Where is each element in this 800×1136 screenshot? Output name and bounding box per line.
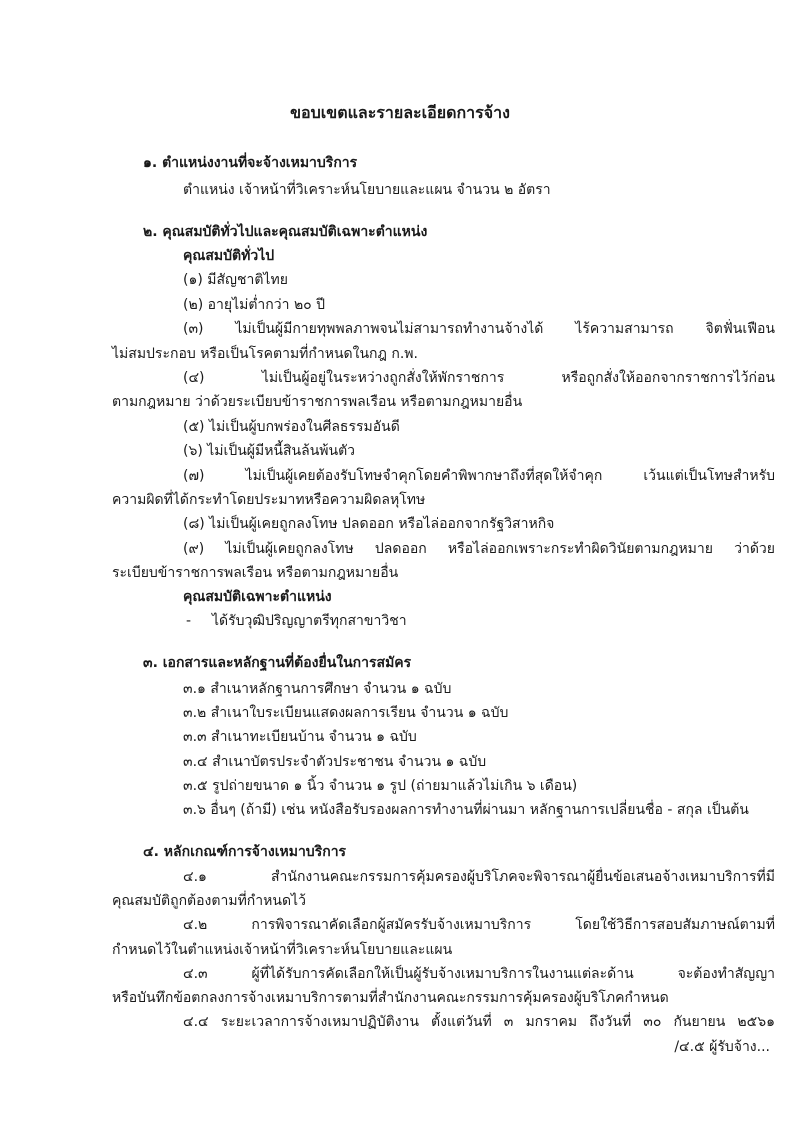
criteria-4-3-cont: หรือบันทึกข้อตกลงการจ้างเหมาบริการตามที่สำนักงานคณะกรรมการคุ้มครองผู้บริโภคกำหนด [112, 990, 669, 1006]
criteria-4-4: ๔.๔ ระยะเวลาการจ้างเหมาปฏิบัติงาน ตั้งแต่วันที่ ๓ มกราคม ถึงวันที่ ๓๐ กันยายน ๒๕๖๑ [183, 1014, 775, 1030]
section-4-heading: ๔. หลักเกณฑ์การจ้างเหมาบริการ [143, 844, 347, 860]
criteria-4-1: ๔.๑ สำนักงานคณะกรรมการคุ้มครองผู้บริโภคจะพิจารณาผู้ยื่นข้อเสนอจ้างเหมาบริการที่มี [183, 869, 775, 885]
qualification-4: (๔) ไม่เป็นผู้อยู่ในระหว่างถูกสั่งให้พักราชการ หรือถูกสั่งให้ออกจากราชการไว้ก่อน [183, 370, 775, 386]
qualification-8: (๘) ไม่เป็นผู้เคยถูกลงโทษ ปลดออก หรือไล่ออกจากรัฐวิสาหกิจ [183, 516, 555, 532]
qualification-7-cont: ความผิดที่ได้กระทำโดยประมาทหรือความผิดลหุโทษ [112, 492, 426, 508]
bullet-dash: - [186, 613, 192, 629]
criteria-4-2-cont: กำหนดไว้ในตำแหน่งเจ้าหน้าที่วิเคราะห์นโยบายและแผน [112, 942, 453, 958]
section-2-heading: ๒. คุณสมบัติทั่วไปและคุณสมบัติเฉพาะตำแหน่ง [143, 224, 428, 240]
section-3-heading: ๓. เอกสารและหลักฐานที่ต้องยื่นในการสมัคร [143, 655, 412, 671]
document-item: ๓.๒ สำเนาใบระเบียนแสดงผลการเรียน จำนวน ๑ ฉบับ [183, 705, 509, 721]
criteria-4-2: ๔.๒ การพิจารณาคัดเลือกผู้สมัครรับจ้างเหมาบริการ โดยใช้วิธีการสอบสัมภาษณ์ตามที่ [183, 917, 775, 933]
qualification-2: (๒) อายุไม่ต่ำกว่า ๒๐ ปี [183, 297, 326, 313]
qualification-7: (๗) ไม่เป็นผู้เคยต้องรับโทษจำคุกโดยคำพิพากษาถึงที่สุดให้จำคุก เว้นแต่เป็นโทษสำหรับ [183, 468, 775, 484]
document-item: ๓.๓ สำเนาทะเบียนบ้าน จำนวน ๑ ฉบับ [183, 729, 417, 745]
criteria-4-3: ๔.๓ ผู้ที่ได้รับการคัดเลือกให้เป็นผู้รับจ้างเหมาบริการในงานแต่ละด้าน จะต้องทำสัญญา [183, 966, 775, 982]
criteria-4-1-cont: คุณสมบัติถูกต้องตามที่กำหนดไว้ [112, 893, 306, 909]
qualification-6: (๖) ไม่เป็นผู้มีหนี้สินล้นพ้นตัว [183, 443, 356, 459]
specific-qualification-item: ได้รับวุฒิปริญญาตรีทุกสาขาวิชา [212, 613, 407, 629]
document-title: ขอบเขตและรายละเอียดการจ้าง [290, 103, 510, 122]
specific-qualifications-heading: คุณสมบัติเฉพาะตำแหน่ง [183, 589, 332, 605]
section-1-position: ตำแหน่ง เจ้าหน้าที่วิเคราะห์นโยบายและแผน จำนวน ๒ อัตรา [183, 182, 551, 198]
section-1-heading: ๑. ตำแหน่งงานที่จะจ้างเหมาบริการ [143, 155, 358, 171]
qualification-3-cont: ไม่สมประกอบ หรือเป็นโรคตามที่กำหนดในกฎ ก.พ. [112, 346, 418, 362]
qualification-3: (๓) ไม่เป็นผู้มีกายทุพพลภาพจนไม่สามารถทำงานจ้างได้ ไร้ความสามารถ จิตฟั่นเฟือน [183, 321, 775, 337]
document-item: ๓.๖ อื่นๆ (ถ้ามี) เช่น หนังสือรับรองผลการทำงานที่ผ่านมา หลักฐานการเปลี่ยนชื่อ - สกุล เป็นต้น [183, 802, 749, 818]
qualification-1: (๑) มีสัญชาติไทย [183, 272, 288, 288]
qualification-5: (๕) ไม่เป็นผู้บกพร่องในศีลธรรมอันดี [183, 419, 400, 435]
document-item: ๓.๕ รูปถ่ายขนาด ๑ นิ้ว จำนวน ๑ รูป (ถ่ายมาแล้วไม่เกิน ๖ เดือน) [183, 778, 578, 794]
document-item: ๓.๔ สำเนาบัตรประจำตัวประชาชน จำนวน ๑ ฉบับ [183, 754, 487, 770]
continued-marker: /๔.๕ ผู้รับจ้าง... [674, 1039, 770, 1055]
general-qualifications-heading: คุณสมบัติทั่วไป [183, 248, 275, 264]
qualification-4-cont: ตามกฎหมาย ว่าด้วยระเบียบข้าราชการพลเรือน หรือตามกฎหมายอื่น [112, 394, 523, 410]
document-item: ๓.๑ สำเนาหลักฐานการศึกษา จำนวน ๑ ฉบับ [183, 681, 452, 697]
qualification-9-cont: ระเบียบข้าราชการพลเรือน หรือตามกฎหมายอื่น [112, 565, 399, 581]
qualification-9: (๙) ไม่เป็นผู้เคยถูกลงโทษ ปลดออก หรือไล่ออกเพราะกระทำผิดวินัยตามกฎหมาย ว่าด้วย [183, 541, 775, 557]
